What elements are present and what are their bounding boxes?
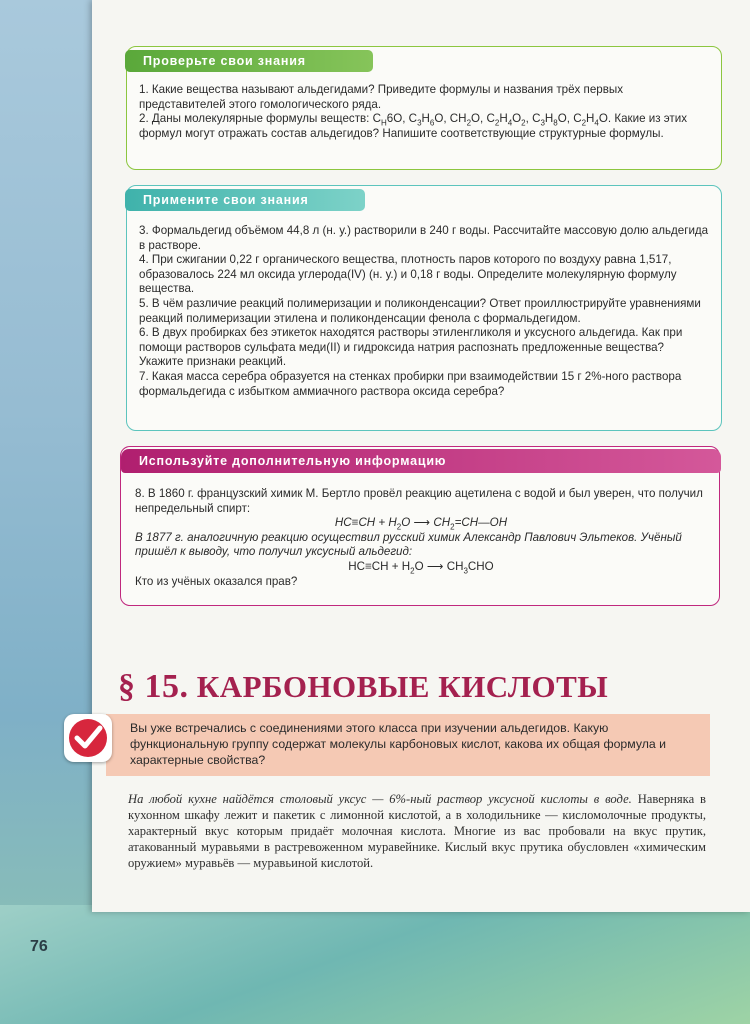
question-7: 7. Какая масса серебра образуется на стенках пробирки при взаимодействии 15 г 2%-ного раствора формальдегида с избытком аммиачного раствора оксида серебра? [139,369,682,398]
question-2: 2. Даны молекулярные формулы веществ: $C_H6O$, $C_3H_6O$, $CH_2O$, $C_2H_4O_2$, $C_3H_8O$, $C_2H_4O$. Какие из этих формул могут отражать состав альдегидов? Напишите соответствующие структурные формулы. [139,112,688,140]
additional-info-box [120,446,720,606]
question-1: 1. Какие вещества называют альдегидами? Приведите формулы и названия трёх первых представителей этого гомологического ряда. [139,83,624,111]
section-heading: КАРБОНОВЫЕ КИСЛОТЫ [196,669,609,704]
check-knowledge-header: Проверьте свои знания [125,50,373,72]
additional-info-header: Используйте дополнительную информацию [121,449,721,473]
question-4: 4. При сжигании 0,22 г органического вещества, плотность паров которого по воздуху равна 1,517, образовалось 224 мл оксида углерода(IV) (н. у.) и 0,18 г воды. Определите молекулярную формулу вещества. [139,253,677,296]
body-paragraph: На любой кухне найдётся столовый уксус — 6%-ный раствор уксусной кислоты в воде. Наверняка в кухонном шкафу лежит и пакетик с лимонной кислотой, а в холодильнике — кисломолочные продукты, характерный вкус которым придаёт молочная кислота. Многие из вас пробовали на вкус прутик, атакованный муравьями в растревоженном муравейнике. Кислый вкус прутика обусловлен «химическим оружием» муравьёв — муравьиной кислотой. [128,792,706,870]
who-was-right-question: Кто из учёных оказался прав? [135,574,298,588]
question-6: 6. В двух пробирках без этикеток находятся растворы этиленгликоля и уксусного альдегида. Как при помощи растворов сульфата меди(II) и гидроксида натрия распознать предложенные вещества? Укажите признаки реакций. [139,326,683,369]
equation-berthelot: $HC\equiv CH + H_2O$ ⟶ $CH_2=CH—OH$ [334,516,508,532]
background-bottom [0,905,750,1024]
apply-knowledge-box [126,185,722,431]
question-5: 5. В чём различие реакций полимеризации и поликонденсации? Ответ проиллюстрируйте уравнениями реакций полимеризации этилена и поликонденсации фенола с формальдегидом. [139,296,701,325]
equation-eltekov: $HC\equiv CH + H_2O$ ⟶ $CH_3CHO$ [348,559,494,576]
question-8: 8. В 1860 г. французский химик М. Бертло провёл реакцию ацетилена с водой и был уверен, что получил непредельный спирт: [135,487,703,515]
eltekov-paragraph: В 1877 г. аналогичную реакцию осуществил русский химик Александр Павлович Эльтеков. Учёный пришёл к выводу, что получил уксусный альдегид: [135,530,682,559]
section-number: § 15. [118,668,189,705]
intro-question: Вы уже встречались с соединениями этого класса при изучении альдегидов. Какую функциональную группу содержат молекулы карбоновых кислот, какова их общая формула и характерные свойства? [130,721,667,767]
apply-knowledge-header: Примените свои знания [125,189,365,211]
question-3: 3. Формальдегид объёмом 44,8 л (н. у.) растворили в 240 г воды. Рассчитайте массовую долю альдегида в растворе. [139,224,709,252]
page-number: 76 [30,938,48,955]
section-title [118,668,608,706]
check-knowledge-box [126,46,722,170]
check-mark-icon [64,714,112,762]
